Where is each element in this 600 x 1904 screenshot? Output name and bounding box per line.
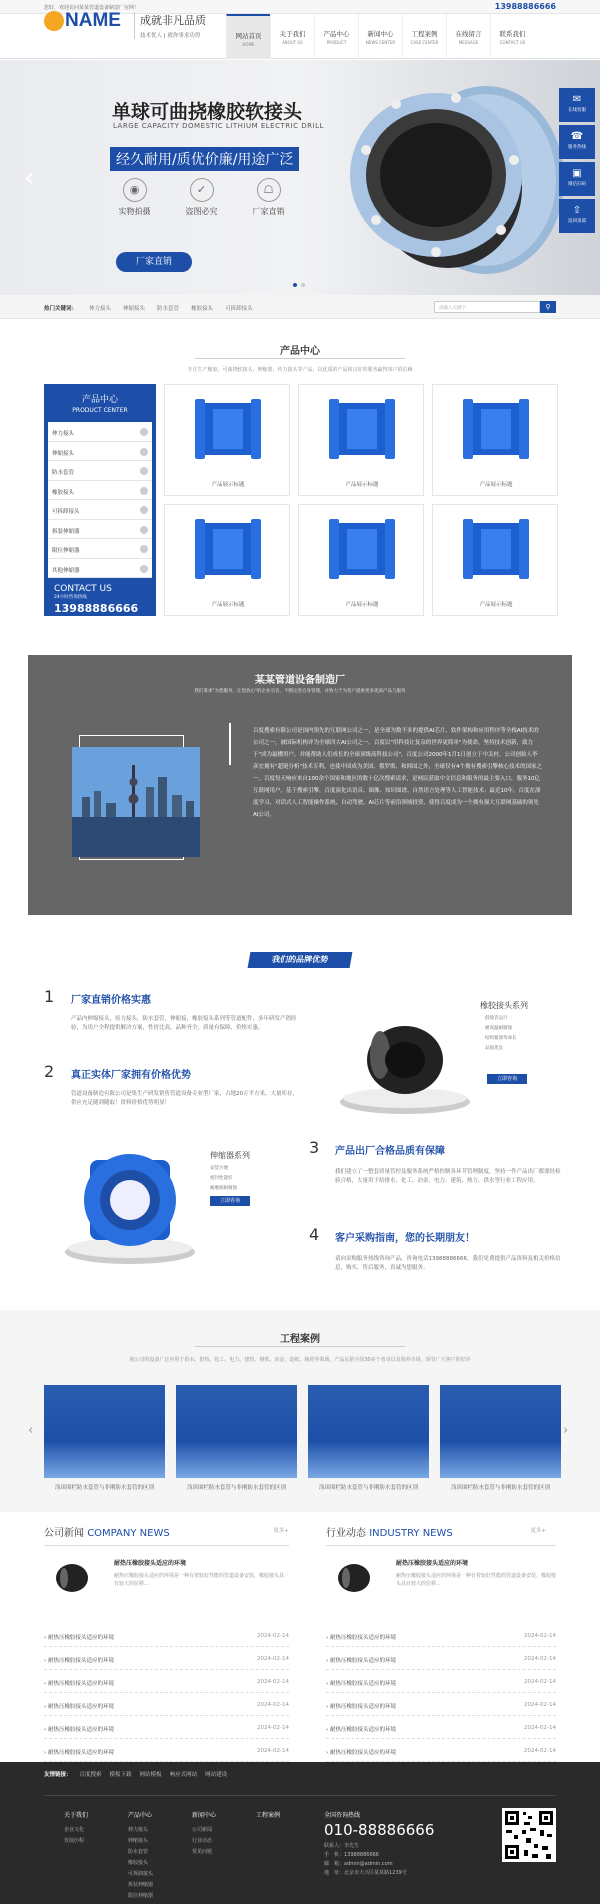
case-list [44,1385,561,1491]
featured-news[interactable]: 耐热压橡胶接头适应的环境 耐热压橡胶接头适应的环境是一种有着较好性能的管道设备安装，橡胶接头具有较大的位移... [326,1554,556,1624]
keyword-link[interactable]: 防水套管 [157,306,180,312]
category-item[interactable]: 拆装伸缩器 [48,520,152,540]
advantage-title: 厂家直销价格实惠 [71,995,151,1006]
footer-link[interactable]: 企业文化 [64,1827,85,1833]
keyword-link[interactable]: 伸力接头 [89,306,112,312]
rubber-joint-image [336,80,566,280]
search-input[interactable]: 请输入关键字 [434,301,540,313]
footer-link[interactable]: 行业动态 [192,1838,213,1844]
industry-news [326,1524,556,1762]
advantages-title: 我们的品牌优势 [248,952,353,968]
company-news [44,1524,289,1762]
product-image [325,515,399,585]
divider [195,358,405,359]
advantage-item-2 [44,1062,299,1106]
product-grid [164,384,558,616]
category-item[interactable]: 橡胶接头 [48,481,152,501]
case-card[interactable]: 浅谈围栏防水套管与非刚防水套管的区别 [44,1385,165,1491]
category-item[interactable]: 伸力接头 [48,422,152,442]
bullet-icon [140,467,148,475]
consult-button[interactable]: 立即咨询 [487,1074,527,1084]
category-contact: CONTACT US 24小时咨询热线 13988886666 [44,578,156,615]
more-link[interactable]: 更多+ [273,1528,289,1534]
product-category-panel [44,384,156,616]
advantage-item-4 [309,1225,561,1271]
case-image [308,1385,429,1478]
news-header: 公司新闻 COMPANY NEWS [44,1528,170,1539]
advantage-title: 客户采购指南，您的长期朋友！ [335,1233,475,1244]
top-phone[interactable]: 13988886666 [494,2,556,11]
divider [229,723,231,765]
footer-link[interactable]: 公司新闻 [192,1827,213,1833]
case-card[interactable]: 浅谈围栏防水套管与非刚防水套管的区别 [308,1385,429,1491]
header-slogan [134,12,206,39]
advantage-item-1 [44,987,297,1031]
bullet-icon [140,428,148,436]
product-card[interactable]: 产品展示标题 [432,504,558,616]
news-row[interactable]: › 耐热压橡胶接头适应的环境 2024-02-14 [44,1716,289,1739]
product-card[interactable]: 产品展示标题 [164,504,290,616]
friend-link[interactable]: 响应式网站 [169,1772,198,1778]
divider [195,1346,405,1347]
category-item[interactable]: 伸缩接头 [48,442,152,462]
category-item[interactable]: 其他伸缩器 [48,559,152,579]
news-header: 行业动态 INDUSTRY NEWS [326,1528,453,1539]
product-card[interactable]: 产品展示标题 [432,384,558,496]
figure-title: 橡胶接头系列 [480,1001,528,1010]
advantage-text: 管道设备制造有限公司是集生产研发销售管道设备专业型厂家，占地20万平方米，大量库存，供应充足随到随取！资料价格优势明显！ [71,1091,299,1106]
main-nav [226,14,534,59]
case-image [176,1385,297,1478]
wechat-icon: ▣ [572,168,582,179]
news-row[interactable]: › 耐热压橡胶接头适应的环境 2024-02-14 [326,1693,556,1716]
news-thumbnail [52,1558,92,1598]
side-float-bar [559,88,595,236]
friend-link[interactable]: 网站建设 [205,1772,228,1778]
banner-title: 单球可曲挠橡胶软接头 [112,101,303,123]
nav-about[interactable]: 关于我们 ABOUT US [270,14,314,59]
advantage-text: 产品内伸缩接头，传力接头，防水套管，伸缩接，橡胶接头系列等管道配件，多年研发产销经验，为用户全程提供解决方案，性价比高，品种齐全，质量有保障，价格实惠。 [71,1016,297,1031]
category-item[interactable]: 限位伸缩器 [48,539,152,559]
bullet-icon [140,526,148,534]
news-row[interactable]: › 耐热压橡胶接头适应的环境 2024-02-14 [44,1693,289,1716]
site-logo[interactable]: NAME [44,10,121,32]
nav-news[interactable]: 新闻中心 NEWS CENTER [358,14,402,59]
city-skyline-image [72,747,200,857]
footer-col-news: 新闻中心 公司新闻 行业动态 常见问题 [192,1810,216,1858]
advantage-text: 我们建立了一整套质量管控及服务系统严格控制各环节管理制度，坚持一件产品出厂都要经检验合格，大量用于给排水、化工、冶金、电力、建筑、热力、供水等行业工程应用。 [335,1169,561,1184]
camera-icon: ◉ [123,178,147,202]
consult-button[interactable]: 立即咨询 [210,1196,250,1206]
logo-icon [44,11,64,31]
advantage-title: 产品出厂合格品质有保障 [335,1146,445,1157]
product-image [191,395,265,465]
product-card[interactable]: 产品展示标题 [298,384,424,496]
search-icon: ⚲ [545,303,551,311]
about-title: 某某管道设备制造厂 [255,675,345,686]
featured-news[interactable]: 耐热压橡胶接头适应的环境 耐热压橡胶接头适应的环境是一种有着较好性能的管道设备安装，橡胶接头具有较大的位移... [44,1554,289,1624]
bullet-icon [140,545,148,553]
footer-link[interactable]: 防水套管 [128,1849,149,1855]
chat-icon: ✉ [572,94,582,105]
news-row[interactable]: › 耐热压橡胶接头适应的环境 2024-02-14 [326,1739,556,1762]
products-title: 产品中心 [280,346,320,357]
footer-link[interactable]: 拆装伸缩器 [128,1882,154,1888]
number-badge: 2 [44,1062,55,1081]
bullet-icon [140,448,148,456]
factory-icon: ☖ [257,178,281,202]
news-row[interactable]: › 耐热压橡胶接头适应的环境 2024-02-14 [44,1624,289,1647]
contact-phone: 13988886666 [54,602,139,615]
footer-link[interactable]: 发展历程 [64,1838,85,1844]
number-badge: 1 [44,987,55,1006]
category-subtitle: PRODUCT CENTER [72,407,128,414]
cases-prev-arrow[interactable]: ‹ [28,1423,34,1438]
product-card[interactable]: 产品展示标题 [298,504,424,616]
online-service-button[interactable]: ✉ 在线客服 [559,88,595,122]
check-icon: ✓ [190,178,214,202]
bullet-icon [140,565,148,573]
back-to-top-button[interactable]: ⇧ 返回顶部 [559,199,595,233]
number-badge: 3 [309,1138,320,1157]
more-link[interactable]: 更多+ [530,1528,546,1534]
banner-prev-arrow[interactable]: ‹ [24,163,35,193]
qr-code-icon [502,1808,556,1862]
banner-features: ◉ 实物拍摄 ✓ 盗图必究 ☖ 厂家直销 [112,178,291,217]
hotline-button[interactable]: ☎ 服务热线 [559,125,595,159]
case-card[interactable]: 浅谈围栏防水套管与非刚防水套管的区别 [440,1385,561,1491]
keyword-link[interactable]: 伸缩接头 [123,306,146,312]
nav-product[interactable]: 产品中心 PRODUCT [314,14,358,59]
news-row[interactable]: › 耐热压橡胶接头适应的环境 2024-02-14 [44,1647,289,1670]
rubber-joint-icon [335,1010,485,1120]
advantage-text: 请向采购服务热线咨询产品，咨询电话13988886666，我们免费提供产品资料及相关价格信息，购买，售后服务，真诚为您服务。 [335,1256,561,1271]
slogan-sub: 技术优人 | 就你事求功得 [140,33,201,39]
footer-link[interactable]: 可拆卸接头 [128,1871,154,1877]
case-card[interactable]: 浅谈围栏防水套管与非刚防水套管的区别 [176,1385,297,1491]
product-image [325,395,399,465]
nav-contact[interactable]: 联系我们 CONTACT US [490,14,534,59]
slogan-main: 成就非凡品质 [140,14,206,27]
wechat-button[interactable]: ▣ 微信扫码 [559,162,595,196]
divider [44,1795,556,1796]
news-row[interactable]: › 耐热压橡胶接头适应的环境 2024-02-14 [44,1670,289,1693]
case-image [44,1385,165,1478]
hot-keywords-label: 热门关键词： [44,306,78,312]
category-item[interactable]: 防水套管 [48,461,152,481]
advantage-title: 真正实体厂家拥有价格优势 [71,1070,191,1081]
bullet-icon [140,487,148,495]
dismantling-joint-figure: 伸缩器系列 安装方便 密封性能好 耐磨损耐腐蚀 立即咨询 [60,1140,290,1270]
advantage-item-3 [309,1138,561,1184]
hot-keywords [44,304,253,312]
footer-link[interactable]: 伸力接头 [128,1827,149,1833]
friend-links: 友情链接： 百度搜索 模板下载 网站模板 响应式网站 网站建设 [44,1772,228,1778]
footer-contact: 全国咨询热线 010-88886666 联系人：李先生 手 机：13988886666 邮 箱：admin@admin.com 地 址：北京市大兴区某某路1239号 [324,1812,435,1876]
products-desc: 专注生产橡胶，可曲挠软接头，伸缩器，传力接头等产品，以优质的产品和良好的服务赢得客户的信赖 [187,367,413,373]
number-badge: 4 [309,1225,320,1244]
footer-col-cases: 工程案例 [256,1812,281,1819]
friend-link[interactable]: 网站模板 [139,1772,162,1778]
nav-message[interactable]: 在线留言 MESSAGE [446,14,490,59]
banner-dots [293,283,305,287]
news-row[interactable]: › 耐热压橡胶接头适应的环境 2024-02-14 [326,1670,556,1693]
news-row[interactable]: › 耐热压橡胶接头适应的环境 2024-02-14 [326,1647,556,1670]
keyword-link[interactable]: 可拆卸接头 [225,306,253,312]
dismantling-joint-icon [60,1140,210,1270]
banner-highlight: 经久耐用/质优价廉/用途广泛 [110,147,299,171]
dot[interactable] [301,283,305,287]
rubber-joint-figure: 橡胶接头系列 低噪音运行 耐高温耐腐蚀 结构紧凑寿命长 品质优良 立即咨询 [335,990,555,1120]
figure-title: 伸缩器系列 [210,1151,250,1160]
banner-subtitle: LARGE CAPACITY DOMESTIC LITHIUM ELECTRIC DRILL [113,122,324,130]
category-title: 产品中心 [81,395,118,405]
footer-col-product: 产品中心 伸力接头 伸缩接头 防水套管 橡胶接头 可拆卸接头 拆装伸缩器 限位伸缩器 [128,1810,153,1902]
nav-cases[interactable]: 工程案例 CASE CENTER [402,14,446,59]
product-image [459,395,533,465]
product-image [191,515,265,585]
news-row[interactable]: › 耐热压橡胶接头适应的环境 2024-02-14 [44,1739,289,1762]
friend-link[interactable]: 模板下载 [109,1772,132,1778]
case-image [440,1385,561,1478]
about-desc: 我们秉承"为您服务，让您放心"的企业宗旨，不断完善自身管理，并致力于为客户提供更多优质产品与服务 [194,689,406,694]
cases-next-arrow[interactable]: › [563,1423,569,1438]
banner-cta-button[interactable]: 厂家直销 [116,252,192,272]
search-button[interactable] [540,301,556,313]
about-section [28,655,572,915]
phone-icon: ☎ [570,131,584,142]
news-thumbnail [334,1558,374,1598]
dot-active[interactable] [293,283,297,287]
category-item[interactable]: 可拆卸接头 [48,500,152,520]
bullet-icon [140,506,148,514]
footer-link[interactable]: 常见问题 [192,1849,213,1855]
friend-link[interactable]: 百度搜索 [79,1772,102,1778]
product-card[interactable]: 产品展示标题 [164,384,290,496]
nav-home[interactable]: 网站首页 HOME [226,14,270,59]
news-row[interactable]: › 耐热压橡胶接头适应的环境 2024-02-14 [326,1624,556,1647]
hotline-number: 010-88886666 [324,1821,435,1839]
top-icon: ⇧ [572,205,582,216]
product-image [459,515,533,585]
cases-desc: 我公司的设备广泛应用于供水、供热、化工、电力、建筑、钢铁、冶金、造纸、制药等领域，产品远销全国30多个省市以及海外市场，深受广大客户的好评 [129,1357,471,1363]
about-text: 百度搜索有限公司是国内领先的互联网公司之一，是全球为数不多的提供AI芯片、软件架构和应用程序等全栈AI技术的公司之一，被国际机构评为全球四大AI公司之一。百度以"用科技让复杂的世界更简单"为使命，坚持技术创新，致力于"成为最懂用户，并能帮助人们成长的全球顶级高科技公司"。百度公司2000年1月1日创立于中关村，公司创始人李彦宏拥有"超链分析"技术专利，也使中国成为美国、俄罗斯、和韩国之外，全球仅有4个拥有搜索引擎核心技术的国家之一。百度每天响应来自100余个国家和地区的数十亿次搜索请求，是网民获取中文信息和服务的最主要入口，服务10亿互联网用户。基于搜索引擎，百度演化出语音、图像、知识图谱、自然语言处理等人工智能技术；最近10年，百度在深度学习、对话式人工智能操作系统、自动驾驶、AI芯片等前沿领域投资，使得百度成为一个拥有强大互联网基础的领先AI公司。 [253,728,543,818]
footer-link[interactable]: 限位伸缩器 [128,1893,154,1899]
welcome-text: 您好，欢迎访问某某管道设备制造厂官网！ [44,5,140,11]
footer-col-about: 关于我们 企业文化 发展历程 [64,1810,88,1847]
keyword-link[interactable]: 橡胶接头 [191,306,214,312]
cases-title: 工程案例 [280,1334,320,1345]
footer-link[interactable]: 橡胶接头 [128,1860,149,1866]
news-row[interactable]: › 耐热压橡胶接头适应的环境 2024-02-14 [326,1716,556,1739]
footer-link[interactable]: 伸缩接头 [128,1838,149,1844]
